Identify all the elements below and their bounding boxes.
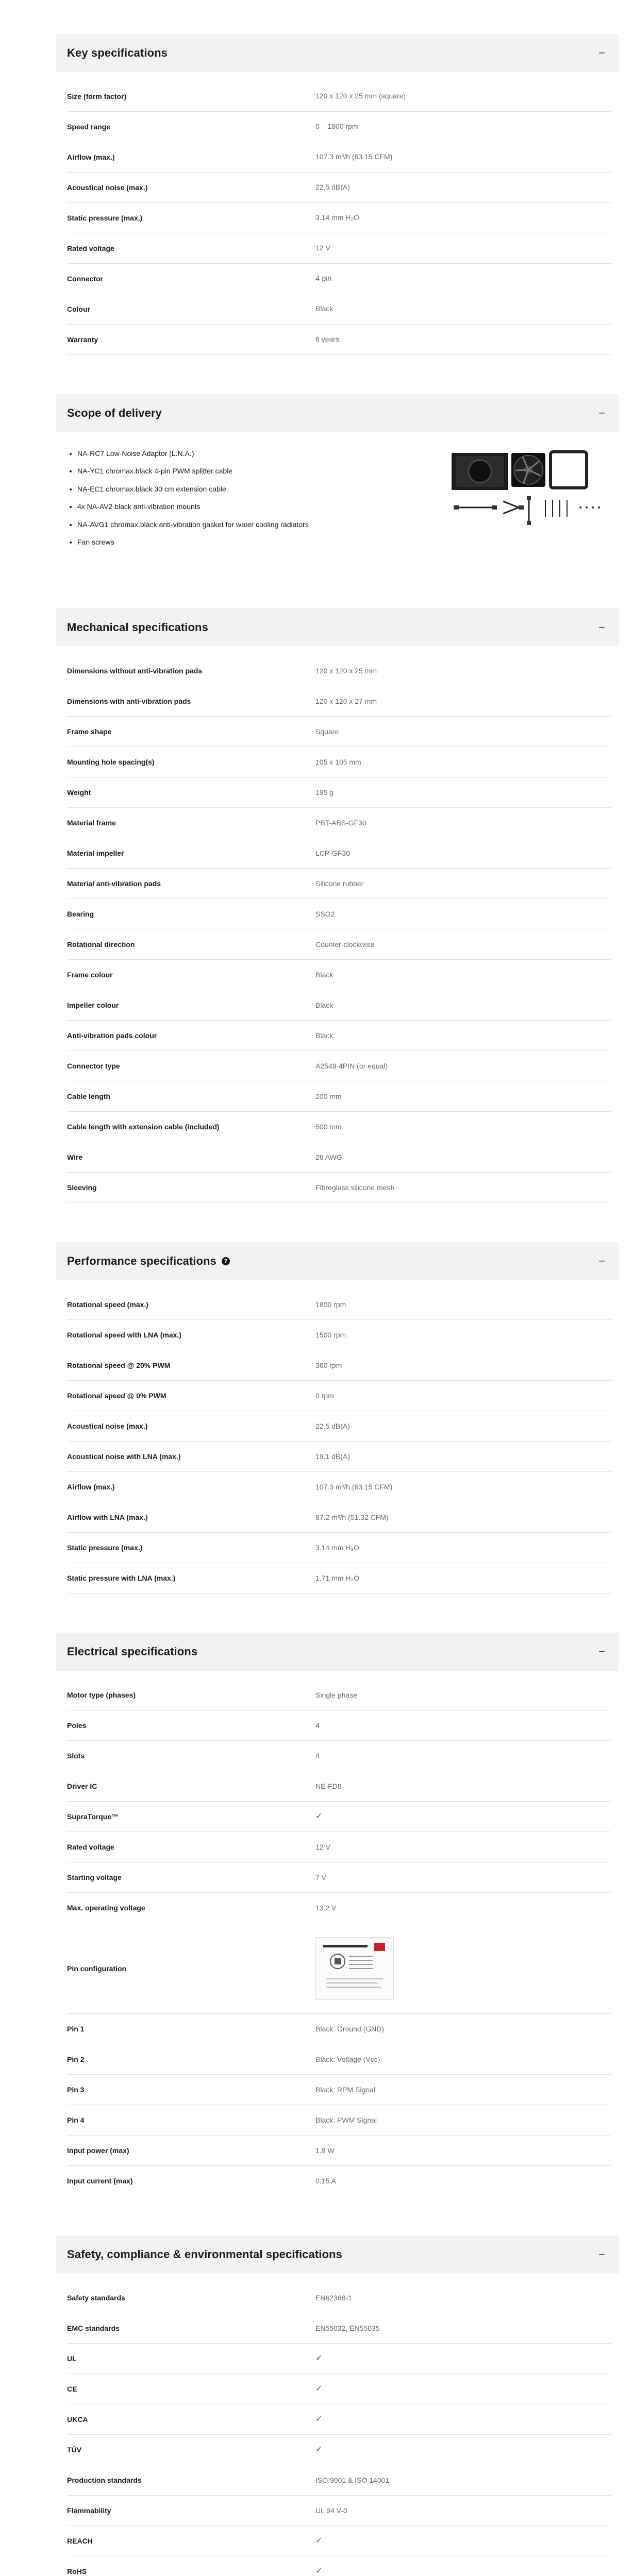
spec-label: Input current (max): [67, 2177, 133, 2185]
section-title-text: Performance specifications: [67, 1255, 216, 1268]
spec-page: [56, 0, 619, 2576]
spec-label: Connector: [67, 275, 103, 283]
spec-row-warranty: [67, 325, 611, 355]
pin-diagram-thumbnail[interactable]: [315, 1937, 394, 2000]
spec-value: Black: [315, 1001, 334, 1009]
spec-row-acoustical-noise-with-lna-max: [67, 1442, 611, 1472]
section-header[interactable]: [56, 608, 619, 647]
spec-label: REACH: [67, 2537, 93, 2546]
spec-label: Rotational speed (max.): [67, 1300, 148, 1309]
spec-label: Dimensions without anti-vibration pads: [67, 667, 203, 675]
spec-label: Pin configuration: [67, 1964, 127, 1973]
spec-value: A2549-4PIN (or equal): [315, 1061, 388, 1070]
spec-row-anti-vibration-pads-colour: [67, 1021, 611, 1051]
check-icon: ✓: [315, 2536, 323, 2545]
section-title: Key specifications: [67, 46, 168, 59]
spec-value: 26 AWG: [315, 1153, 342, 1161]
spec-label: Acoustical noise with LNA (max.): [67, 1452, 181, 1461]
spec-label: Material anti-vibration pads: [67, 879, 161, 888]
spec-label: TÜV: [67, 2446, 81, 2454]
spec-value: Black: PWM Signal: [315, 2115, 377, 2124]
spec-row-pin-configuration: [67, 1923, 611, 2014]
spec-value: 13.2 V: [315, 1903, 337, 1912]
spec-label: UL: [67, 2354, 77, 2363]
spec-row-dimensions-with-anti-vibration-pads: [67, 686, 611, 717]
spec-label: Anti-vibration pads colour: [67, 1031, 157, 1040]
spec-row-airflow-with-lna-max: [67, 1502, 611, 1533]
section-key-specifications: [56, 34, 619, 355]
spec-label: Pin 2: [67, 2055, 85, 2064]
spec-label: Airflow (max.): [67, 1483, 115, 1492]
spec-row-rotational-speed-20-pwm: [67, 1350, 611, 1381]
spec-row-driver-ic: [67, 1771, 611, 1802]
spec-row-motor-type-phases: [67, 1680, 611, 1710]
delivery-item: • Fan screws: [77, 536, 309, 548]
delivery-photos: [452, 450, 608, 532]
spec-label: Wire: [67, 1153, 83, 1162]
spec-row-pin-4: [67, 2105, 611, 2136]
spec-label: Bearing: [67, 910, 94, 919]
spec-label: Airflow with LNA (max.): [67, 1513, 148, 1522]
spec-label: Rated voltage: [67, 1843, 114, 1852]
collapse-icon[interactable]: −: [598, 46, 605, 59]
delivery-item: • NA-RC7 Low-Noise Adaptor (L.N.A.): [77, 448, 309, 459]
spec-table: [67, 656, 611, 1203]
spec-value: 3.14 mm H₂O: [315, 213, 359, 222]
spec-row-rotational-speed-max: [67, 1290, 611, 1320]
section-title: Safety, compliance & environmental specifications: [67, 2248, 342, 2261]
spec-value: 6 years: [315, 335, 339, 344]
spec-row-pin-1: [67, 2014, 611, 2044]
spec-row-slots: [67, 1741, 611, 1771]
spec-label: Starting voltage: [67, 1873, 122, 1882]
spec-label: Mounting hole spacing(s): [67, 758, 155, 767]
spec-label: Rotational speed @ 0% PWM: [67, 1392, 166, 1400]
spec-row-impeller-colour: [67, 990, 611, 1021]
spec-row-airflow-max: [67, 142, 611, 173]
pin-configuration-image[interactable]: [315, 1937, 611, 2000]
spec-value: UL 94 V-0: [315, 2506, 347, 2515]
spec-label: Weight: [67, 788, 91, 797]
spec-value: 1800 rpm: [315, 1300, 346, 1309]
spec-label: EMC standards: [67, 2324, 120, 2333]
spec-table: [67, 1680, 611, 2196]
spec-value: 120 x 120 x 27 mm: [315, 697, 377, 705]
spec-label: Acoustical noise (max.): [67, 1422, 148, 1431]
spec-value: Silicone rubber: [315, 879, 364, 888]
spec-row-static-pressure-with-lna-max: [67, 1563, 611, 1594]
spec-label: SupraTorque™: [67, 1812, 119, 1821]
spec-value: Black: Voltage (Vcc): [315, 2055, 380, 2063]
delivery-accessories-image: [452, 450, 608, 532]
spec-row-rotational-speed-0-pwm: [67, 1381, 611, 1411]
spec-row-supratorque: [67, 1802, 611, 1832]
spec-value: 0 rpm: [315, 1391, 334, 1400]
spec-row-colour: [67, 294, 611, 325]
help-icon[interactable]: ?: [222, 1257, 230, 1265]
spec-label: Rated voltage: [67, 244, 114, 252]
spec-row-poles: [67, 1710, 611, 1741]
spec-row-pin-3: [67, 2075, 611, 2105]
spec-label: Flammability: [67, 2506, 111, 2515]
spec-label: Frame shape: [67, 727, 112, 736]
spec-row-mounting-hole-spacing-s: [67, 747, 611, 777]
spec-row-static-pressure-max: [67, 203, 611, 233]
spec-row-airflow-max: [67, 1472, 611, 1502]
spec-label: CE: [67, 2385, 77, 2394]
section-header[interactable]: [56, 1242, 619, 1280]
spec-label: Impeller colour: [67, 1001, 119, 1010]
spec-row-static-pressure-max: [67, 1533, 611, 1563]
spec-value: 12 V: [315, 1842, 330, 1851]
spec-value: 4-pin: [315, 274, 332, 283]
delivery-item: • NA-EC1 chromax.black 30 cm extension cable: [77, 483, 309, 495]
spec-label: Speed range: [67, 123, 111, 131]
spec-value: Black: [315, 1031, 334, 1040]
spec-label: Input power (max): [67, 2146, 129, 2155]
spec-label: Sleeving: [67, 1183, 97, 1192]
spec-label: Production standards: [67, 2476, 142, 2485]
check-icon: ✓: [315, 2566, 323, 2575]
spec-label: Material frame: [67, 819, 116, 827]
spec-row-wire: [67, 1142, 611, 1173]
check-icon: ✓: [315, 1811, 323, 1821]
spec-table: [67, 2283, 611, 2576]
spec-label: Pin 3: [67, 2086, 85, 2094]
spec-value: Black: Ground (GND): [315, 2024, 385, 2033]
spec-row-connector: [67, 264, 611, 294]
spec-row-material-anti-vibration-pads: [67, 869, 611, 899]
section-safety-compliance: [56, 2235, 619, 2576]
section-header[interactable]: [56, 1633, 619, 1671]
spec-row-rohs: [67, 2556, 611, 2576]
spec-row-ce: [67, 2374, 611, 2404]
spec-row-size-form-factor: [67, 81, 611, 112]
spec-label: Airflow (max.): [67, 153, 115, 161]
spec-row-rated-voltage: [67, 233, 611, 264]
spec-value: Single phase: [315, 1690, 357, 1699]
section-scope-of-delivery: [56, 394, 619, 572]
spec-row-ul: [67, 2344, 611, 2374]
spec-label: Static pressure (max.): [67, 1544, 143, 1552]
spec-value: SSO2: [315, 909, 335, 918]
spec-label: Static pressure (max.): [67, 214, 143, 222]
spec-value: 0 – 1800 rpm: [315, 122, 358, 131]
collapse-icon[interactable]: −: [598, 1255, 605, 1268]
spec-row-t-v: [67, 2435, 611, 2465]
spec-row-material-frame: [67, 808, 611, 838]
spec-value: 105 x 105 mm: [315, 757, 361, 766]
spec-value: EN55032, EN55035: [315, 2324, 380, 2332]
spec-label: Connector type: [67, 1062, 120, 1071]
spec-row-rotational-direction: [67, 929, 611, 960]
spec-value: 12 V: [315, 244, 330, 252]
spec-label: Rotational speed with LNA (max.): [67, 1331, 181, 1340]
spec-value: Black: [315, 970, 334, 979]
spec-row-dimensions-without-anti-vibration-pads: [67, 656, 611, 686]
spec-table: [67, 81, 611, 355]
spec-row-rated-voltage: [67, 1832, 611, 1862]
spec-row-material-impeller: [67, 838, 611, 869]
spec-label: UKCA: [67, 2415, 88, 2424]
section-electrical-specifications: [56, 1633, 619, 2196]
spec-value: 360 rpm: [315, 1361, 342, 1369]
delivery-item: • NA-AVG1 chromax.black anti-vibration gasket for water cooling radiators: [77, 519, 309, 530]
spec-value: Black: RPM Signal: [315, 2085, 375, 2094]
spec-value: 195 g: [315, 788, 334, 796]
spec-row-flammability: [67, 2496, 611, 2526]
spec-label: Max. operating voltage: [67, 1904, 145, 1912]
section-performance-specifications: [56, 1242, 619, 1594]
spec-value: 120 x 120 x 25 mm: [315, 666, 377, 675]
spec-label: Pin 4: [67, 2116, 85, 2125]
spec-row-weight: [67, 777, 611, 808]
spec-row-acoustical-noise-max: [67, 173, 611, 203]
spec-value: 1500 rpm: [315, 1330, 346, 1339]
spec-row-speed-range: [67, 112, 611, 142]
collapse-icon[interactable]: −: [598, 1645, 605, 1658]
spec-row-frame-colour: [67, 960, 611, 990]
spec-value: 107.3 m³/h (63.15 CFM): [315, 152, 393, 161]
spec-row-cable-length-with-extension-cable-included: [67, 1112, 611, 1142]
section-header[interactable]: [56, 2235, 619, 2274]
spec-label: Safety standards: [67, 2294, 125, 2302]
spec-value: EN62368-1: [315, 2293, 352, 2302]
spec-row-bearing: [67, 899, 611, 929]
spec-label: Rotational speed @ 20% PWM: [67, 1361, 171, 1370]
spec-value: LCP-GF30: [315, 849, 350, 857]
spec-row-frame-shape: [67, 717, 611, 747]
spec-label: Rotational direction: [67, 940, 135, 949]
section-header[interactable]: [56, 394, 619, 432]
spec-label: Pin 1: [67, 2025, 85, 2033]
spec-label: Motor type (phases): [67, 1691, 136, 1700]
spec-value: Counter-clockwise: [315, 940, 375, 948]
spec-value: 22.5 dB(A): [315, 1421, 350, 1430]
spec-row-production-standards: [67, 2465, 611, 2496]
section-title: [67, 1255, 230, 1268]
spec-row-safety-standards: [67, 2283, 611, 2313]
spec-label: Colour: [67, 305, 91, 313]
check-icon: ✓: [315, 2384, 323, 2393]
collapse-icon[interactable]: −: [598, 621, 605, 634]
spec-value: Square: [315, 727, 339, 736]
spec-label: RoHS: [67, 2567, 87, 2576]
delivery-item: • NA-YC1 chromax.black 4-pin PWM splitter cable: [77, 465, 309, 477]
spec-row-input-current-max: [67, 2166, 611, 2196]
spec-row-reach: [67, 2526, 611, 2556]
spec-value: 1.71 mm H₂O: [315, 1573, 359, 1582]
delivery-content: [56, 432, 619, 572]
spec-label: Warranty: [67, 335, 98, 344]
section-title: Scope of delivery: [67, 406, 162, 419]
check-icon: ✓: [315, 2414, 323, 2424]
spec-row-cable-length: [67, 1081, 611, 1112]
spec-value: 3.14 mm H₂O: [315, 1543, 359, 1552]
spec-value: 500 mm: [315, 1122, 342, 1131]
delivery-item: • 4x NA-AV2 black anti-vibration mounts: [77, 501, 309, 512]
spec-value: 7 V: [315, 1873, 327, 1882]
spec-row-sleeving: [67, 1173, 611, 1203]
collapse-icon[interactable]: −: [598, 406, 605, 419]
spec-value: 200 mm: [315, 1092, 342, 1100]
spec-label: Poles: [67, 1721, 87, 1730]
section-header[interactable]: [56, 34, 619, 72]
spec-value: 107.3 m³/h (63.15 CFM): [315, 1482, 393, 1491]
spec-row-rotational-speed-with-lna-max: [67, 1320, 611, 1350]
spec-table: [67, 1290, 611, 1594]
section-title: Electrical specifications: [67, 1645, 198, 1658]
spec-value: 19.1 dB(A): [315, 1452, 350, 1461]
spec-value: 4: [315, 1721, 320, 1730]
spec-label: Cable length: [67, 1092, 111, 1101]
spec-label: Size (form factor): [67, 92, 127, 100]
check-icon: ✓: [315, 2353, 323, 2363]
spec-row-ukca: [67, 2404, 611, 2435]
spec-value: 4: [315, 1751, 320, 1760]
spec-value: Fibreglass silicone mesh: [315, 1183, 395, 1192]
check-icon: ✓: [315, 2445, 323, 2454]
spec-label: Acoustical noise (max.): [67, 183, 148, 192]
spec-label: Material impeller: [67, 849, 124, 858]
spec-row-emc-standards: [67, 2313, 611, 2344]
spec-value: ISO 9001 & ISO 14001: [315, 2476, 390, 2484]
spec-label: Dimensions with anti-vibration pads: [67, 697, 191, 706]
spec-value: 120 x 120 x 25 mm (square): [315, 92, 406, 100]
spec-row-pin-2: [67, 2044, 611, 2075]
section-title: Mechanical specifications: [67, 621, 208, 634]
spec-row-input-power-max: [67, 2136, 611, 2166]
spec-row-acoustical-noise-max: [67, 1411, 611, 1442]
spec-label: Slots: [67, 1752, 85, 1760]
spec-label: Cable length with extension cable (included): [67, 1123, 220, 1131]
spec-value: 1.8 W: [315, 2146, 335, 2155]
spec-row-connector-type: [67, 1051, 611, 1081]
spec-value: NE-FD8: [315, 1782, 342, 1790]
collapse-icon[interactable]: −: [598, 2248, 605, 2261]
spec-label: Driver IC: [67, 1782, 97, 1791]
spec-label: Frame colour: [67, 971, 113, 979]
spec-row-starting-voltage: [67, 1862, 611, 1893]
spec-value: Black: [315, 304, 334, 313]
spec-value: 22.5 dB(A): [315, 183, 350, 192]
spec-row-max-operating-voltage: [67, 1893, 611, 1923]
spec-value: 87.2 m³/h (51.32 CFM): [315, 1513, 389, 1521]
spec-label: Static pressure with LNA (max.): [67, 1574, 176, 1583]
spec-value: 0.15 A: [315, 2176, 336, 2185]
delivery-list: [67, 448, 309, 554]
section-mechanical-specifications: [56, 608, 619, 1203]
spec-value: PBT-ABS-GF30: [315, 818, 367, 827]
